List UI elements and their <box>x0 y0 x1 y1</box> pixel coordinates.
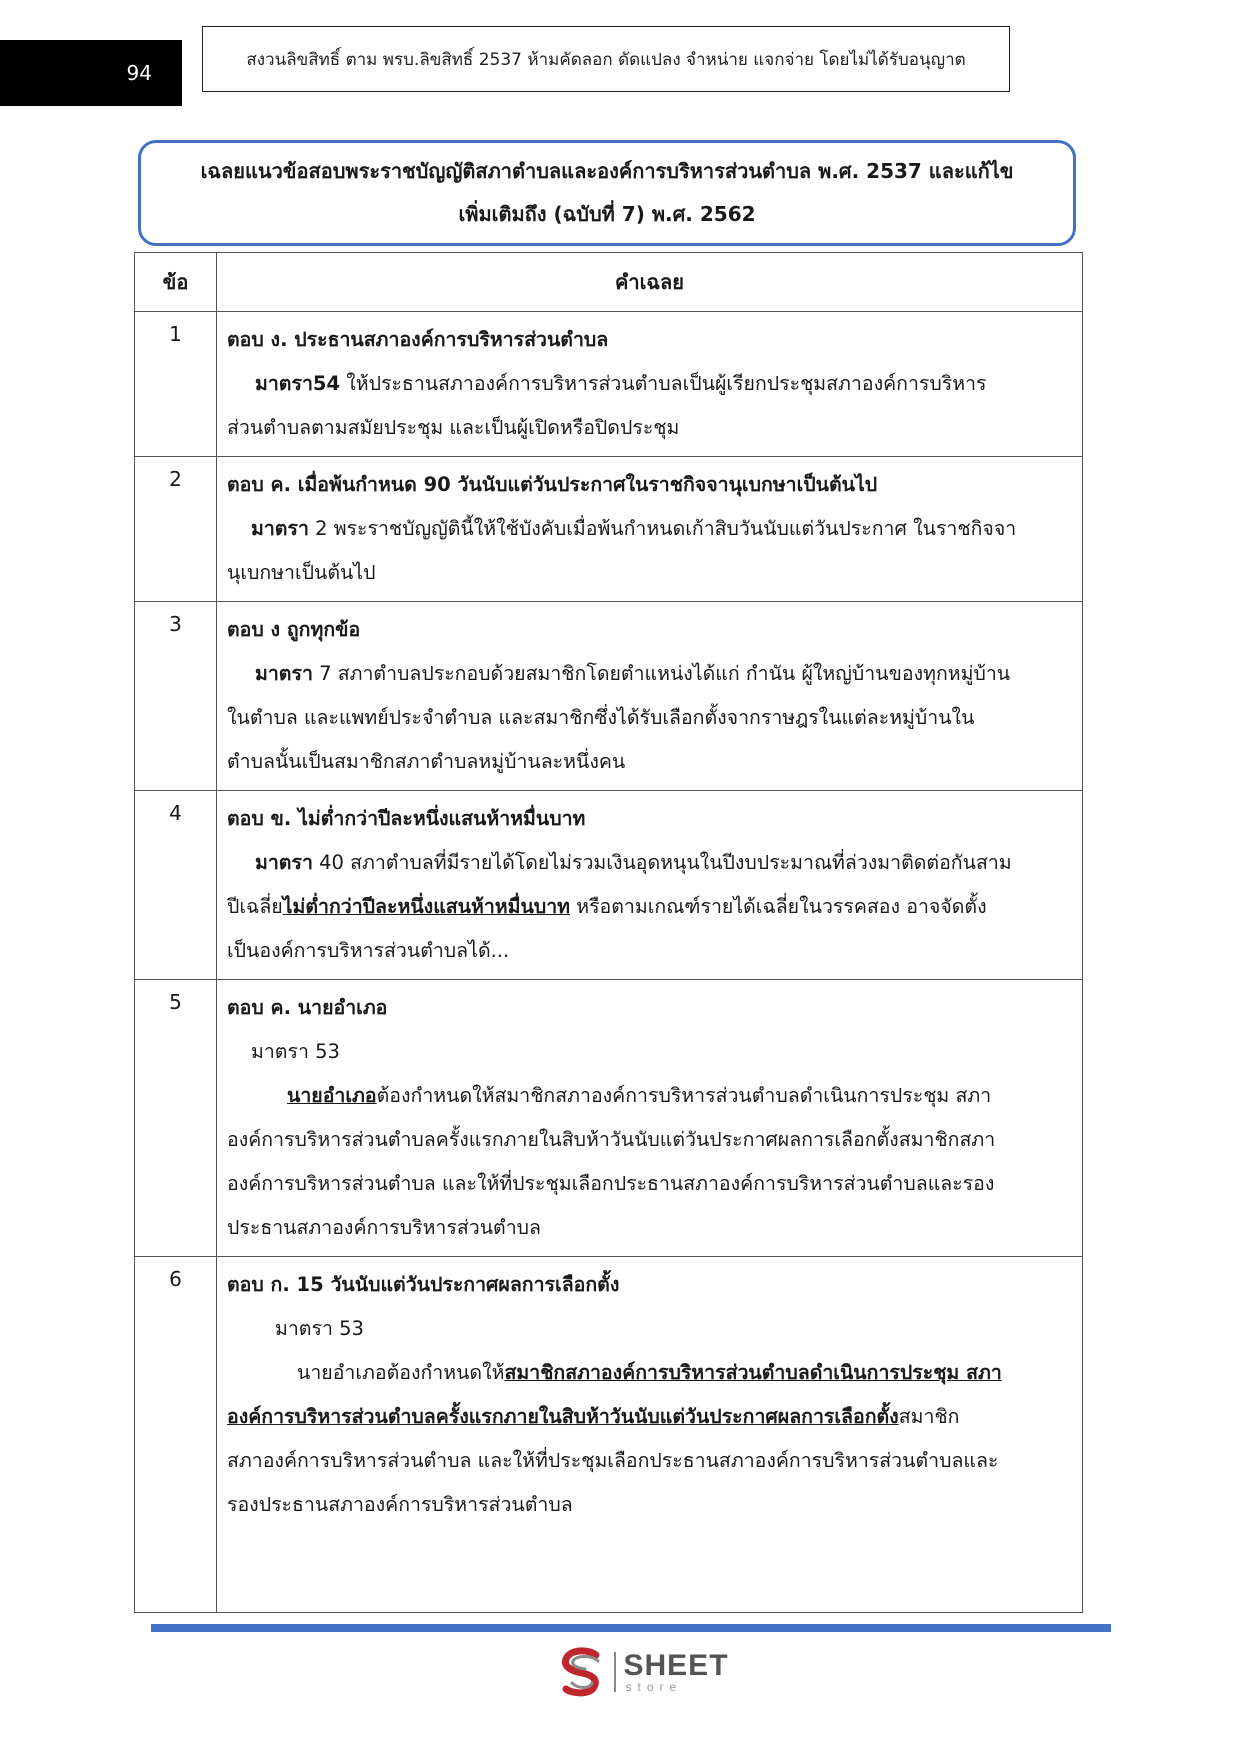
law-text-line: องค์การบริหารส่วนตำบลครั้งแรกภายในสิบห้าวันนับแต่วันประกาศผลการเลือกตั้งสมาชิกสภา <box>227 1128 996 1151</box>
law-text-line <box>227 652 1072 696</box>
answer-choice: ตอบ ง. ประธานสภาองค์การบริหารส่วนตำบล <box>227 328 609 351</box>
table-row <box>135 1257 1083 1613</box>
law-text: ให้ประธานสภาองค์การบริหารส่วนตำบลเป็นผู้เรียกประชุมสภาองค์การบริหาร <box>340 372 987 395</box>
law-text-line <box>227 1351 1072 1395</box>
law-text-line <box>227 1074 1072 1118</box>
logo-main-text: SHEET <box>623 1649 729 1682</box>
answer-choice: ตอบ ก. 15 วันนับแต่วันประกาศผลการเลือกตั้ง <box>227 1273 620 1296</box>
logo-sub-text: store <box>625 1680 683 1694</box>
logo-wordmark <box>624 1651 729 1693</box>
answer-cell <box>217 312 1083 457</box>
answer-cell <box>217 602 1083 791</box>
table-row <box>135 457 1083 602</box>
law-text: 2 พระราชบัญญัตินี้ให้ใช้บังคับเมื่อพ้นกำหนดเก้าสิบวันนับแต่วันประกาศ ในราชกิจจา <box>308 517 1017 540</box>
answer-choice: ตอบ ค. นายอำเภอ <box>227 996 388 1019</box>
law-section-label: มาตรา 53 <box>251 1040 340 1063</box>
law-text-line: เป็นองค์การบริหารส่วนตำบลได้... <box>227 939 510 962</box>
law-text: 7 สภาตำบลประกอบด้วยสมาชิกโดยตำแหน่งได้แก่ กำนัน ผู้ใหญ่บ้านของทุกหมู่บ้าน <box>312 662 1011 685</box>
question-number: 4 <box>135 791 217 980</box>
law-text: 40 สภาตำบลที่มีรายได้โดยไม่รวมเงินอุดหนุนในปีงบประมาณที่ล่วงมาติดต่อกันสาม <box>312 851 1012 874</box>
table-row <box>135 791 1083 980</box>
answer-cell <box>217 1257 1083 1613</box>
law-text-line: ส่วนตำบลตามสมัยประชุม และเป็นผู้เปิดหรือปิดประชุม <box>227 416 680 439</box>
answer-cell <box>217 457 1083 602</box>
answer-choice: ตอบ ง ถูกทุกข้อ <box>227 618 361 641</box>
question-number: 3 <box>135 602 217 791</box>
title-line-1: เฉลยแนวข้อสอบพระราชบัญญัติสภาตำบลและองค์การบริหารส่วนตำบล พ.ศ. 2537 และแก้ไข <box>200 159 1014 183</box>
title-line-2: เพิ่มเติมถึง (ฉบับที่ 7) พ.ศ. 2562 <box>458 202 756 226</box>
law-section-label: มาตรา54 <box>255 372 341 395</box>
answer-cell <box>217 791 1083 980</box>
law-text-line: นุเบกษาเป็นต้นไป <box>227 561 376 584</box>
table-row <box>135 312 1083 457</box>
column-header-no: ข้อ <box>135 253 217 312</box>
law-text: หรือตามเกณฑ์รายได้เฉลี่ยในวรรคสอง อาจจัดตั้ง <box>570 895 987 918</box>
copyright-notice: สงวนลิขสิทธิ์ ตาม พรบ.ลิขสิทธิ์ 2537 ห้ามคัดลอก ดัดแปลง จำหน่าย แจกจ่าย โดยไม่ได้รับอนุญาต <box>202 26 1010 92</box>
law-text-line <box>227 1395 1072 1439</box>
sheet-store-logo-icon <box>558 1647 606 1697</box>
law-text: นายอำเภอต้องกำหนดให้ <box>297 1361 505 1384</box>
highlighted-answer-text: ไม่ต่ำกว่าปีละหนึ่งแสนห้าหมื่นบาท <box>282 895 571 918</box>
law-text: ต้องกำหนดให้สมาชิกสภาองค์การบริหารส่วนตำบลดำเนินการประชุม สภา <box>376 1084 992 1107</box>
law-text-line: ประธานสภาองค์การบริหารส่วนตำบล <box>227 1216 541 1239</box>
table-row <box>135 980 1083 1257</box>
question-number: 1 <box>135 312 217 457</box>
question-number: 2 <box>135 457 217 602</box>
law-text-line: รองประธานสภาองค์การบริหารส่วนตำบล <box>227 1493 573 1516</box>
column-header-answer: คำเฉลย <box>217 253 1083 312</box>
law-text-line <box>227 362 1072 406</box>
sheet-store-logo <box>558 1646 729 1698</box>
law-text-line <box>227 885 1072 929</box>
law-text-line: สภาองค์การบริหารส่วนตำบล และให้ที่ประชุมเลือกประธานสภาองค์การบริหารส่วนตำบลและ <box>227 1449 999 1472</box>
highlighted-answer-text: องค์การบริหารส่วนตำบลครั้งแรกภายในสิบห้าวันนับแต่วันประกาศผลการเลือกตั้ง <box>227 1405 899 1428</box>
highlighted-answer-text: นายอำเภอ <box>287 1084 377 1107</box>
answer-choice: ตอบ ค. เมื่อพ้นกำหนด 90 วันนับแต่วันประกาศในราชกิจจานุเบกษาเป็นต้นไป <box>227 473 878 496</box>
law-text: สมาชิก <box>898 1405 960 1428</box>
law-text-line: ในตำบล และแพทย์ประจำตำบล และสมาชิกซึ่งได้รับเลือกตั้งจากราษฎรในแต่ละหมู่บ้านใน <box>227 706 975 729</box>
law-text-line: องค์การบริหารส่วนตำบล และให้ที่ประชุมเลือกประธานสภาองค์การบริหารส่วนตำบลและรอง <box>227 1172 995 1195</box>
law-text-line <box>227 507 1072 551</box>
table-header-row <box>135 253 1083 312</box>
question-number: 5 <box>135 980 217 1257</box>
footer-bar <box>151 1624 1111 1632</box>
title-box <box>138 140 1076 246</box>
table-row <box>135 602 1083 791</box>
answer-cell <box>217 980 1083 1257</box>
question-number: 6 <box>135 1257 217 1613</box>
answer-table <box>134 252 1083 1613</box>
law-section-label: มาตรา <box>255 662 313 685</box>
law-section-label: มาตรา <box>255 851 313 874</box>
page-number: 94 <box>0 40 182 106</box>
answer-choice: ตอบ ข. ไม่ต่ำกว่าปีละหนึ่งแสนห้าหมื่นบาท <box>227 807 586 830</box>
law-text-line: ตำบลนั้นเป็นสมาชิกสภาตำบลหมู่บ้านละหนึ่งคน <box>227 750 626 773</box>
logo-divider <box>614 1652 616 1692</box>
law-text: ปีเฉลี่ย <box>227 895 283 918</box>
law-section-label: มาตรา 53 <box>275 1317 364 1340</box>
highlighted-answer-text: สมาชิกสภาองค์การบริหารส่วนตำบลดำเนินการประชุม สภา <box>504 1361 1002 1384</box>
law-section-label: มาตรา <box>251 517 309 540</box>
law-text-line <box>227 841 1072 885</box>
